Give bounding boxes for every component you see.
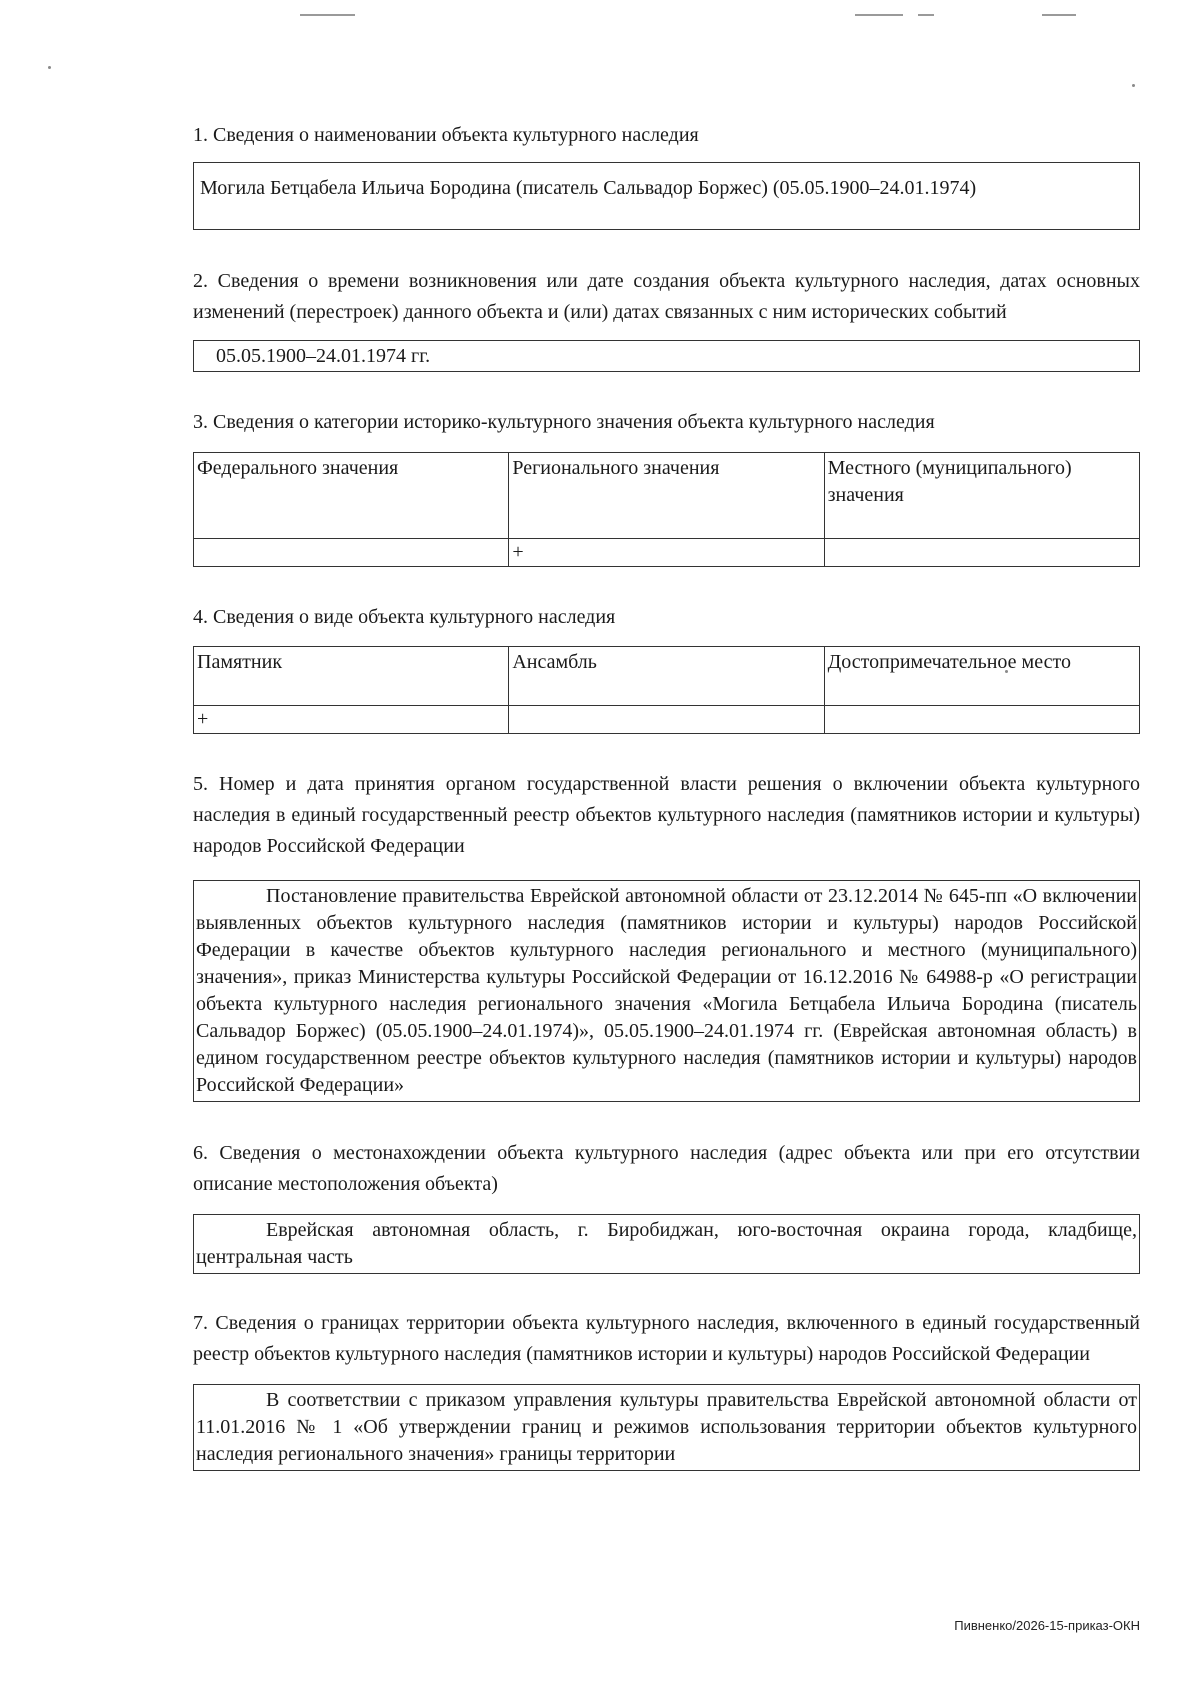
section-4-heading: 4. Сведения о виде объекта культурного наследия bbox=[193, 606, 616, 628]
scan-mark bbox=[1042, 14, 1076, 16]
section-3-heading: 3. Сведения о категории историко-культурного значения объекта культурного наследия bbox=[193, 411, 935, 433]
type-monument-mark: + bbox=[194, 706, 509, 734]
category-federal-mark bbox=[194, 539, 509, 567]
scan-dot bbox=[1132, 84, 1135, 87]
section-5-heading: 5. Номер и дата принятия органом государственной власти решения о включении объекта культурного наследия в единый государственный реестр объектов культурного наследия (памятников истории и культуры) народов Российской Федерации bbox=[193, 773, 1140, 857]
type-monument-label: Памятник bbox=[194, 647, 509, 706]
scan-mark bbox=[918, 14, 934, 16]
category-local-label: Местного (муниципального) значения bbox=[824, 453, 1139, 539]
section-7-heading: 7. Сведения о границах территории объекта культурного наследия, включенного в единый государственный реестр объектов культурного наследия (памятников истории и культуры) народов Российской Федерации bbox=[193, 1312, 1140, 1365]
section-2-value: 05.05.1900–24.01.1974 гг. bbox=[193, 340, 1140, 372]
scan-mark bbox=[855, 14, 903, 16]
type-ensemble-label: Ансамбль bbox=[509, 647, 824, 706]
section-7-value: В соответствии с приказом управления культуры правительства Еврейской автономной области от 11.01.2016 № 1 «Об утверждении границ и режимов использования территории объектов культурного наследия регионального значения» границы территории bbox=[193, 1384, 1140, 1471]
section-6-heading: 6. Сведения о местонахождении объекта культурного наследия (адрес объекта или при его отсутствии описание местоположения объекта) bbox=[193, 1142, 1140, 1195]
section-6-value: Еврейская автономная область, г. Биробиджан, юго-восточная окраина города, кладбище, центральная часть bbox=[193, 1214, 1140, 1274]
document-body bbox=[193, 120, 1140, 1471]
category-local-mark bbox=[824, 539, 1139, 567]
type-landmark-mark bbox=[824, 706, 1139, 734]
scan-mark bbox=[300, 14, 355, 16]
document-footer-reference: Пивненко/2026-15-приказ-ОКН bbox=[954, 1618, 1140, 1633]
category-regional-mark: + bbox=[509, 539, 824, 567]
section-1-value: Могила Бетцабела Ильича Бородина (писатель Сальвадор Боржес) (05.05.1900–24.01.1974) bbox=[193, 162, 1140, 230]
section-5-value: Постановление правительства Еврейской автономной области от 23.12.2014 № 645-пп «О включении выявленных объектов культурного наследия (памятников истории и культуры) народов Российской Федерации в качестве объектов культурного наследия регионального и местного (муниципального) значения», приказ Министерства культуры Российской Федерации от 16.12.2016 № 64988-р «О регистрации объекта культурного наследия регионального значения «Могила Бетцабела Ильича Бородина (писатель Сальвадор Боржес) (05.05.1900–24.01.1974)», 05.05.1900–24.01.1974 гг. (Еврейская автономная область) в едином государственном реестре объектов культурного наследия (памятников истории и культуры) народов Российской Федерации» bbox=[193, 880, 1140, 1102]
section-2-heading: 2. Сведения о времени возникновения или дате создания объекта культурного наследия, датах основных изменений (перестроек) данного объекта и (или) датах связанных с ним исторических событий bbox=[193, 270, 1140, 323]
type-table bbox=[193, 646, 1140, 734]
category-federal-label: Федерального значения bbox=[194, 453, 509, 539]
category-table bbox=[193, 452, 1140, 567]
type-ensemble-mark bbox=[509, 706, 824, 734]
scan-dot bbox=[48, 66, 51, 69]
type-landmark-label: Достопримечательное место bbox=[824, 647, 1139, 706]
category-regional-label: Регионального значения bbox=[509, 453, 824, 539]
section-1-heading: 1. Сведения о наименовании объекта культурного наследия bbox=[193, 124, 699, 146]
